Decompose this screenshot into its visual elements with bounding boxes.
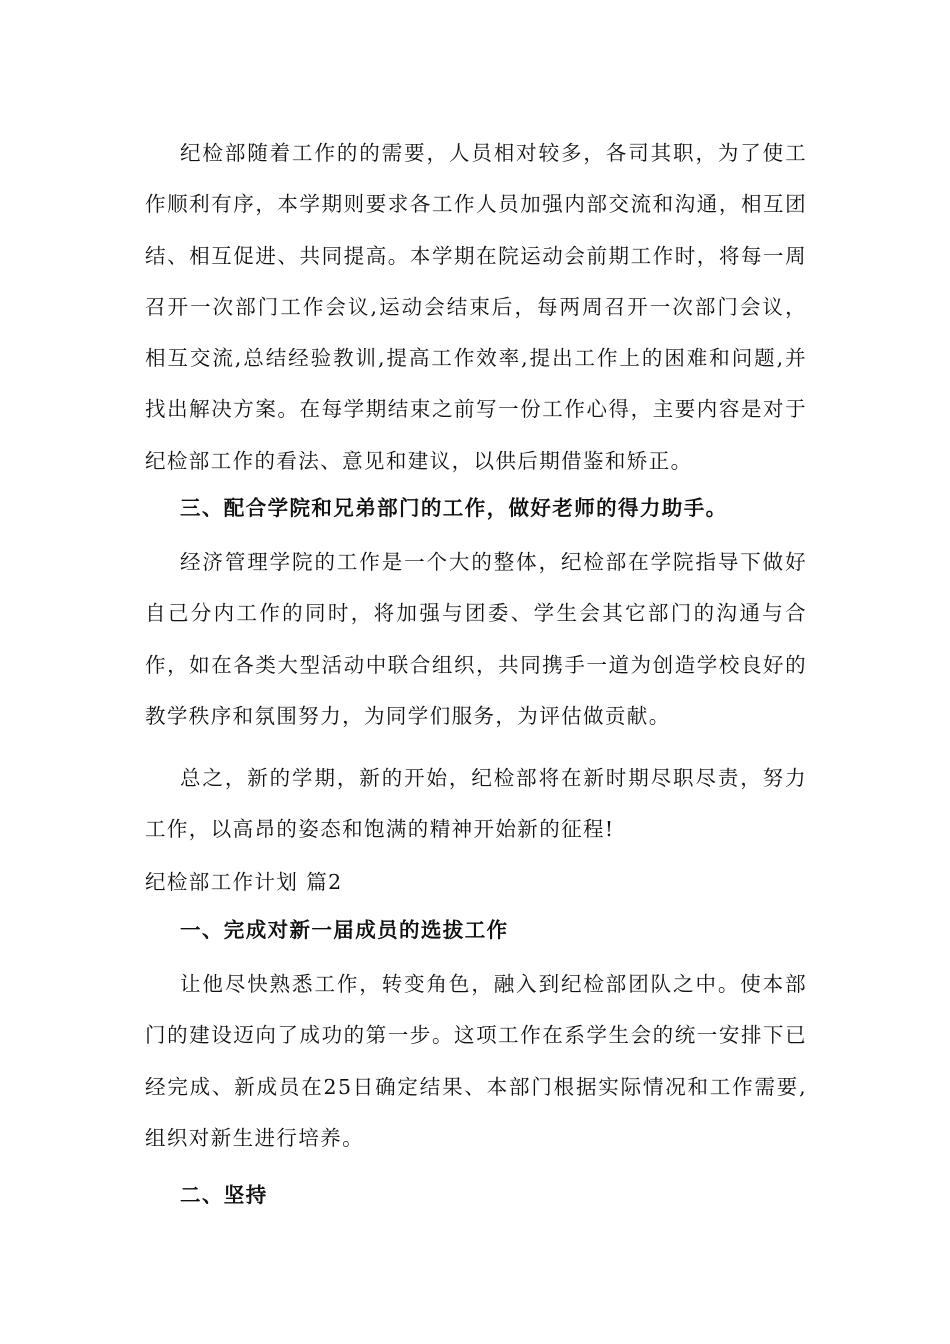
section-heading-member-selection: 一、完成对新一届成员的选拔工作	[180, 918, 509, 942]
document-title-part-2: 纪检部工作计划 篇2	[145, 870, 343, 894]
paragraph-new-members: 让他尽快熟悉工作，转变角色，融入到纪检部团队之中。使本部门的建设迈向了成功的第一步。这项工作在系学生会的统一安排下已经完成、新成员在25日确定结果、本部门根据实际情况和工作需要,组织对新生进行培养。	[145, 972, 807, 1150]
paragraph-conclusion: 总之，新的学期，新的开始，纪检部将在新时期尽职尽责，努力工作，以高昂的姿态和饱满的精神开始新的征程!	[145, 766, 807, 842]
paragraph-team-communication: 纪检部随着工作的的需要，人员相对较多，各司其职，为了使工作顺利有序，本学期则要求各工作人员加强内部交流和沟通，相互团结、相互促进、共同提高。本学期在院运动会前期工作时，将每一周召开一次部门工作会议,运动会结束后，每两周召开一次部门会议，相互交流,总结经验教训,提高工作效率,提出工作上的困难和问题,并找出解决方案。在每学期结束之前写一份工作心得，主要内容是对于纪检部工作的看法、意见和建议，以供后期借鉴和矫正。	[145, 141, 807, 473]
section-heading-cooperation: 三、配合学院和兄弟部门的工作，做好老师的得力助手。	[180, 496, 728, 520]
section-heading-persist: 二、坚持	[180, 1183, 268, 1207]
paragraph-college-cooperation: 经济管理学院的工作是一个大的整体，纪检部在学院指导下做好自己分内工作的同时，将加强与团委、学生会其它部门的沟通与合作，如在各类大型活动中联合组织，共同携手一道为创造学校良好的教学秩序和氛围努力，为同学们服务，为评估做贡献。	[145, 550, 807, 728]
